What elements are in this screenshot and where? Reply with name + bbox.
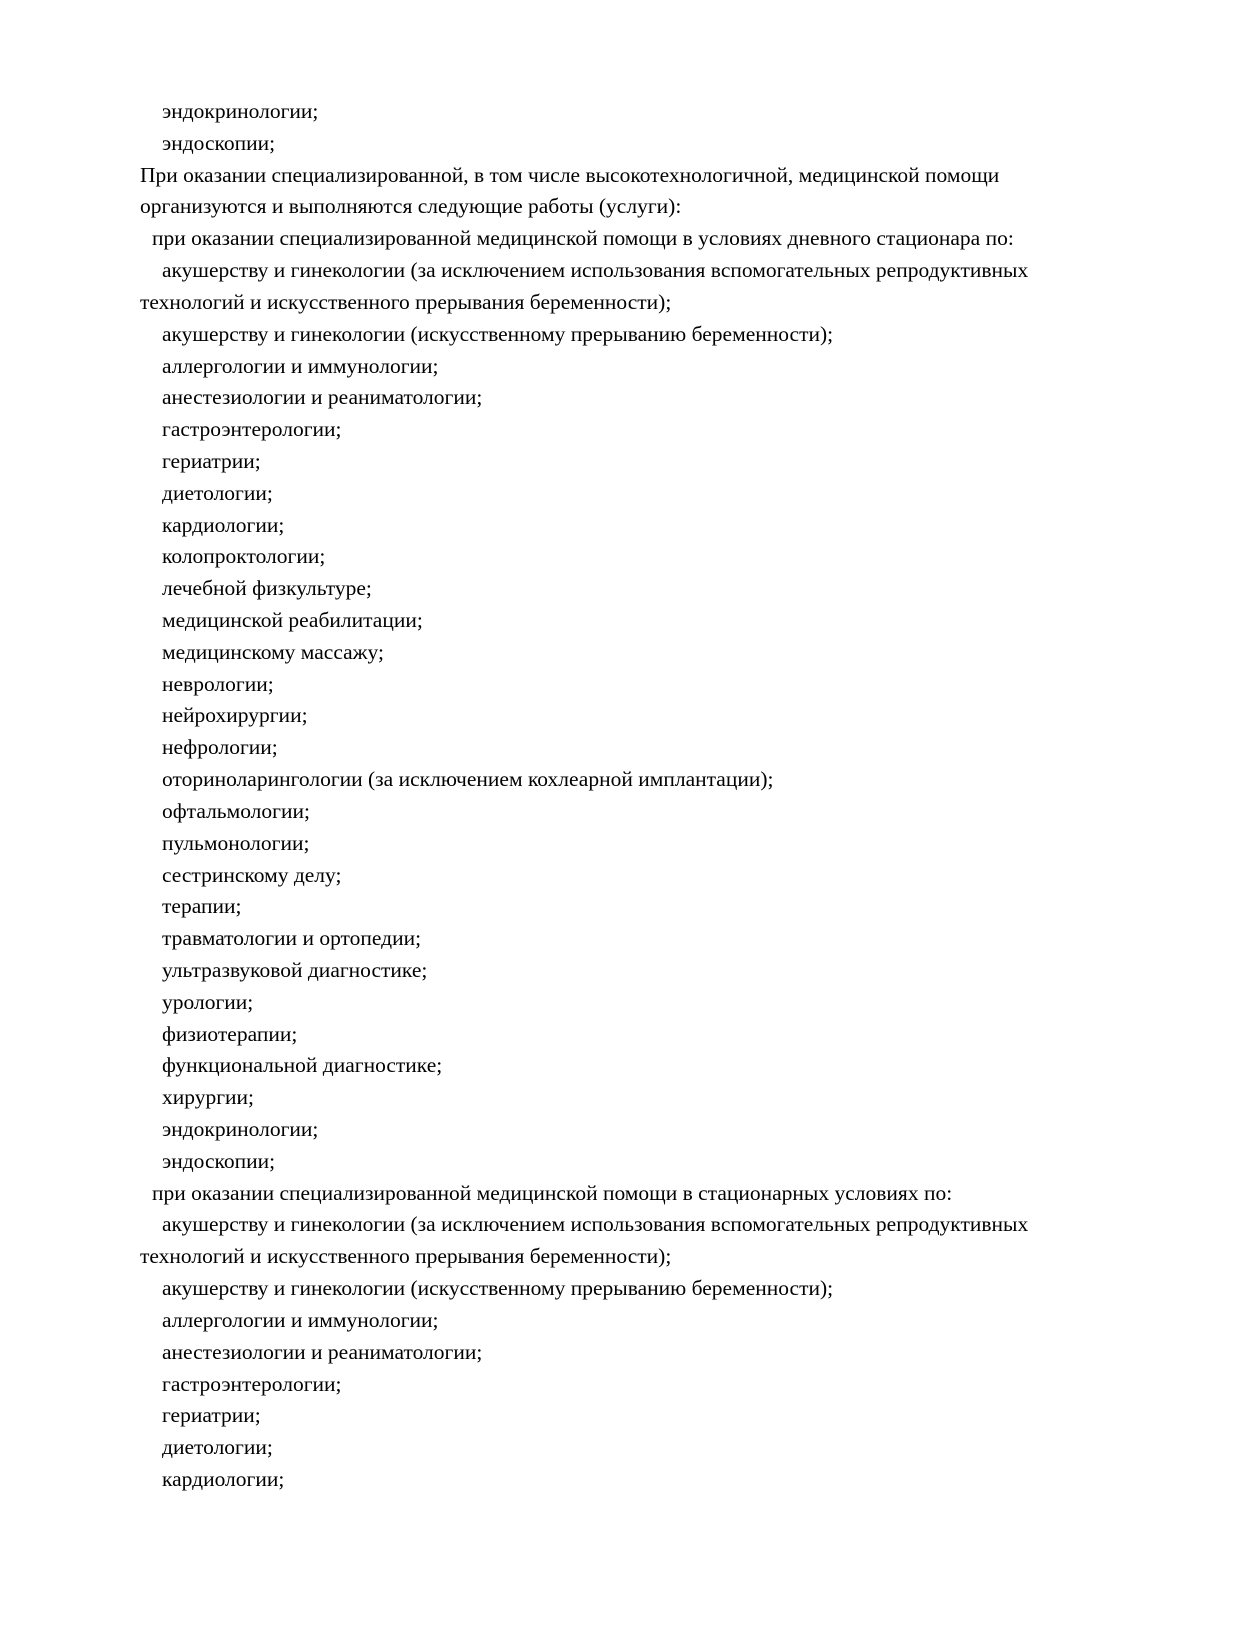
document-paragraph: нейрохирургии; xyxy=(162,703,308,728)
document-paragraph: ультразвуковой диагностике; xyxy=(162,957,428,982)
document-paragraph: лечебной физкультуре; xyxy=(162,576,372,601)
document-paragraph: акушерству и гинекологии (искусственному прерыванию беременности); xyxy=(162,1276,834,1301)
document-paragraph: физиотерапии; xyxy=(162,1021,298,1046)
document-paragraph: терапии; xyxy=(162,894,242,919)
document-paragraph: колопроктологии; xyxy=(162,544,326,569)
document-body xyxy=(140,96,1100,1496)
document-paragraph: урологии; xyxy=(162,989,254,1014)
document-paragraph: медицинской реабилитации; xyxy=(162,608,423,632)
document-paragraph: эндокринологии; xyxy=(162,1117,319,1141)
document-paragraph: оториноларингологии (за исключением кохлеарной имплантации); xyxy=(162,767,774,792)
document-paragraph: хирургии; xyxy=(162,1085,255,1110)
document-paragraph: при оказании специализированной медицинской помощи в стационарных условиях по: xyxy=(152,1180,953,1205)
document-paragraph: акушерству и гинекологии (искусственному прерыванию беременности); xyxy=(162,321,834,346)
document-paragraph: неврологии; xyxy=(162,671,274,696)
document-paragraph: аллергологии и иммунологии; xyxy=(162,1307,439,1332)
document-paragraph: функциональной диагностике; xyxy=(162,1053,443,1078)
document-paragraph: гастроэнтерологии; xyxy=(162,417,342,442)
document-paragraph: При оказании специализированной, в том числе высокотехнологичной, медицинской помощи организуются и выполняются следующие работы (услуги): xyxy=(140,162,1000,219)
document-paragraph: эндокринологии; xyxy=(162,99,319,123)
document-paragraph: эндоскопии; xyxy=(162,130,276,155)
document-paragraph: кардиологии; xyxy=(162,512,285,537)
document-paragraph: акушерству и гинекологии (за исключением использования вспомогательных репродуктивных технологий и искусственного прерывания беременности); xyxy=(140,1212,1029,1269)
document-paragraph: пульмонологии; xyxy=(162,830,310,855)
document-paragraph: эндоскопии; xyxy=(162,1148,276,1173)
document-paragraph: гастроэнтерологии; xyxy=(162,1371,342,1396)
document-paragraph: диетологии; xyxy=(162,480,273,505)
document-paragraph: гериатрии; xyxy=(162,1403,261,1428)
document-paragraph: нефрологии; xyxy=(162,735,278,760)
document-paragraph: аллергологии и иммунологии; xyxy=(162,353,439,378)
document-paragraph: кардиологии; xyxy=(162,1466,285,1491)
document-paragraph: гериатрии; xyxy=(162,448,261,473)
document-paragraph: анестезиологии и реаниматологии; xyxy=(162,385,483,410)
document-paragraph: диетологии; xyxy=(162,1435,273,1460)
document-paragraph: акушерству и гинекологии (за исключением использования вспомогательных репродуктивных технологий и искусственного прерывания беременности); xyxy=(140,258,1029,314)
document-paragraph: анестезиологии и реаниматологии; xyxy=(162,1339,483,1364)
document-paragraph: при оказании специализированной медицинской помощи в условиях дневного стационара по: xyxy=(152,226,1014,251)
document-paragraph: сестринскому делу; xyxy=(162,862,342,887)
document-paragraph: офтальмологии; xyxy=(162,798,310,823)
document-paragraph: травматологии и ортопедии; xyxy=(162,926,422,951)
document-paragraph: медицинскому массажу; xyxy=(162,639,384,664)
